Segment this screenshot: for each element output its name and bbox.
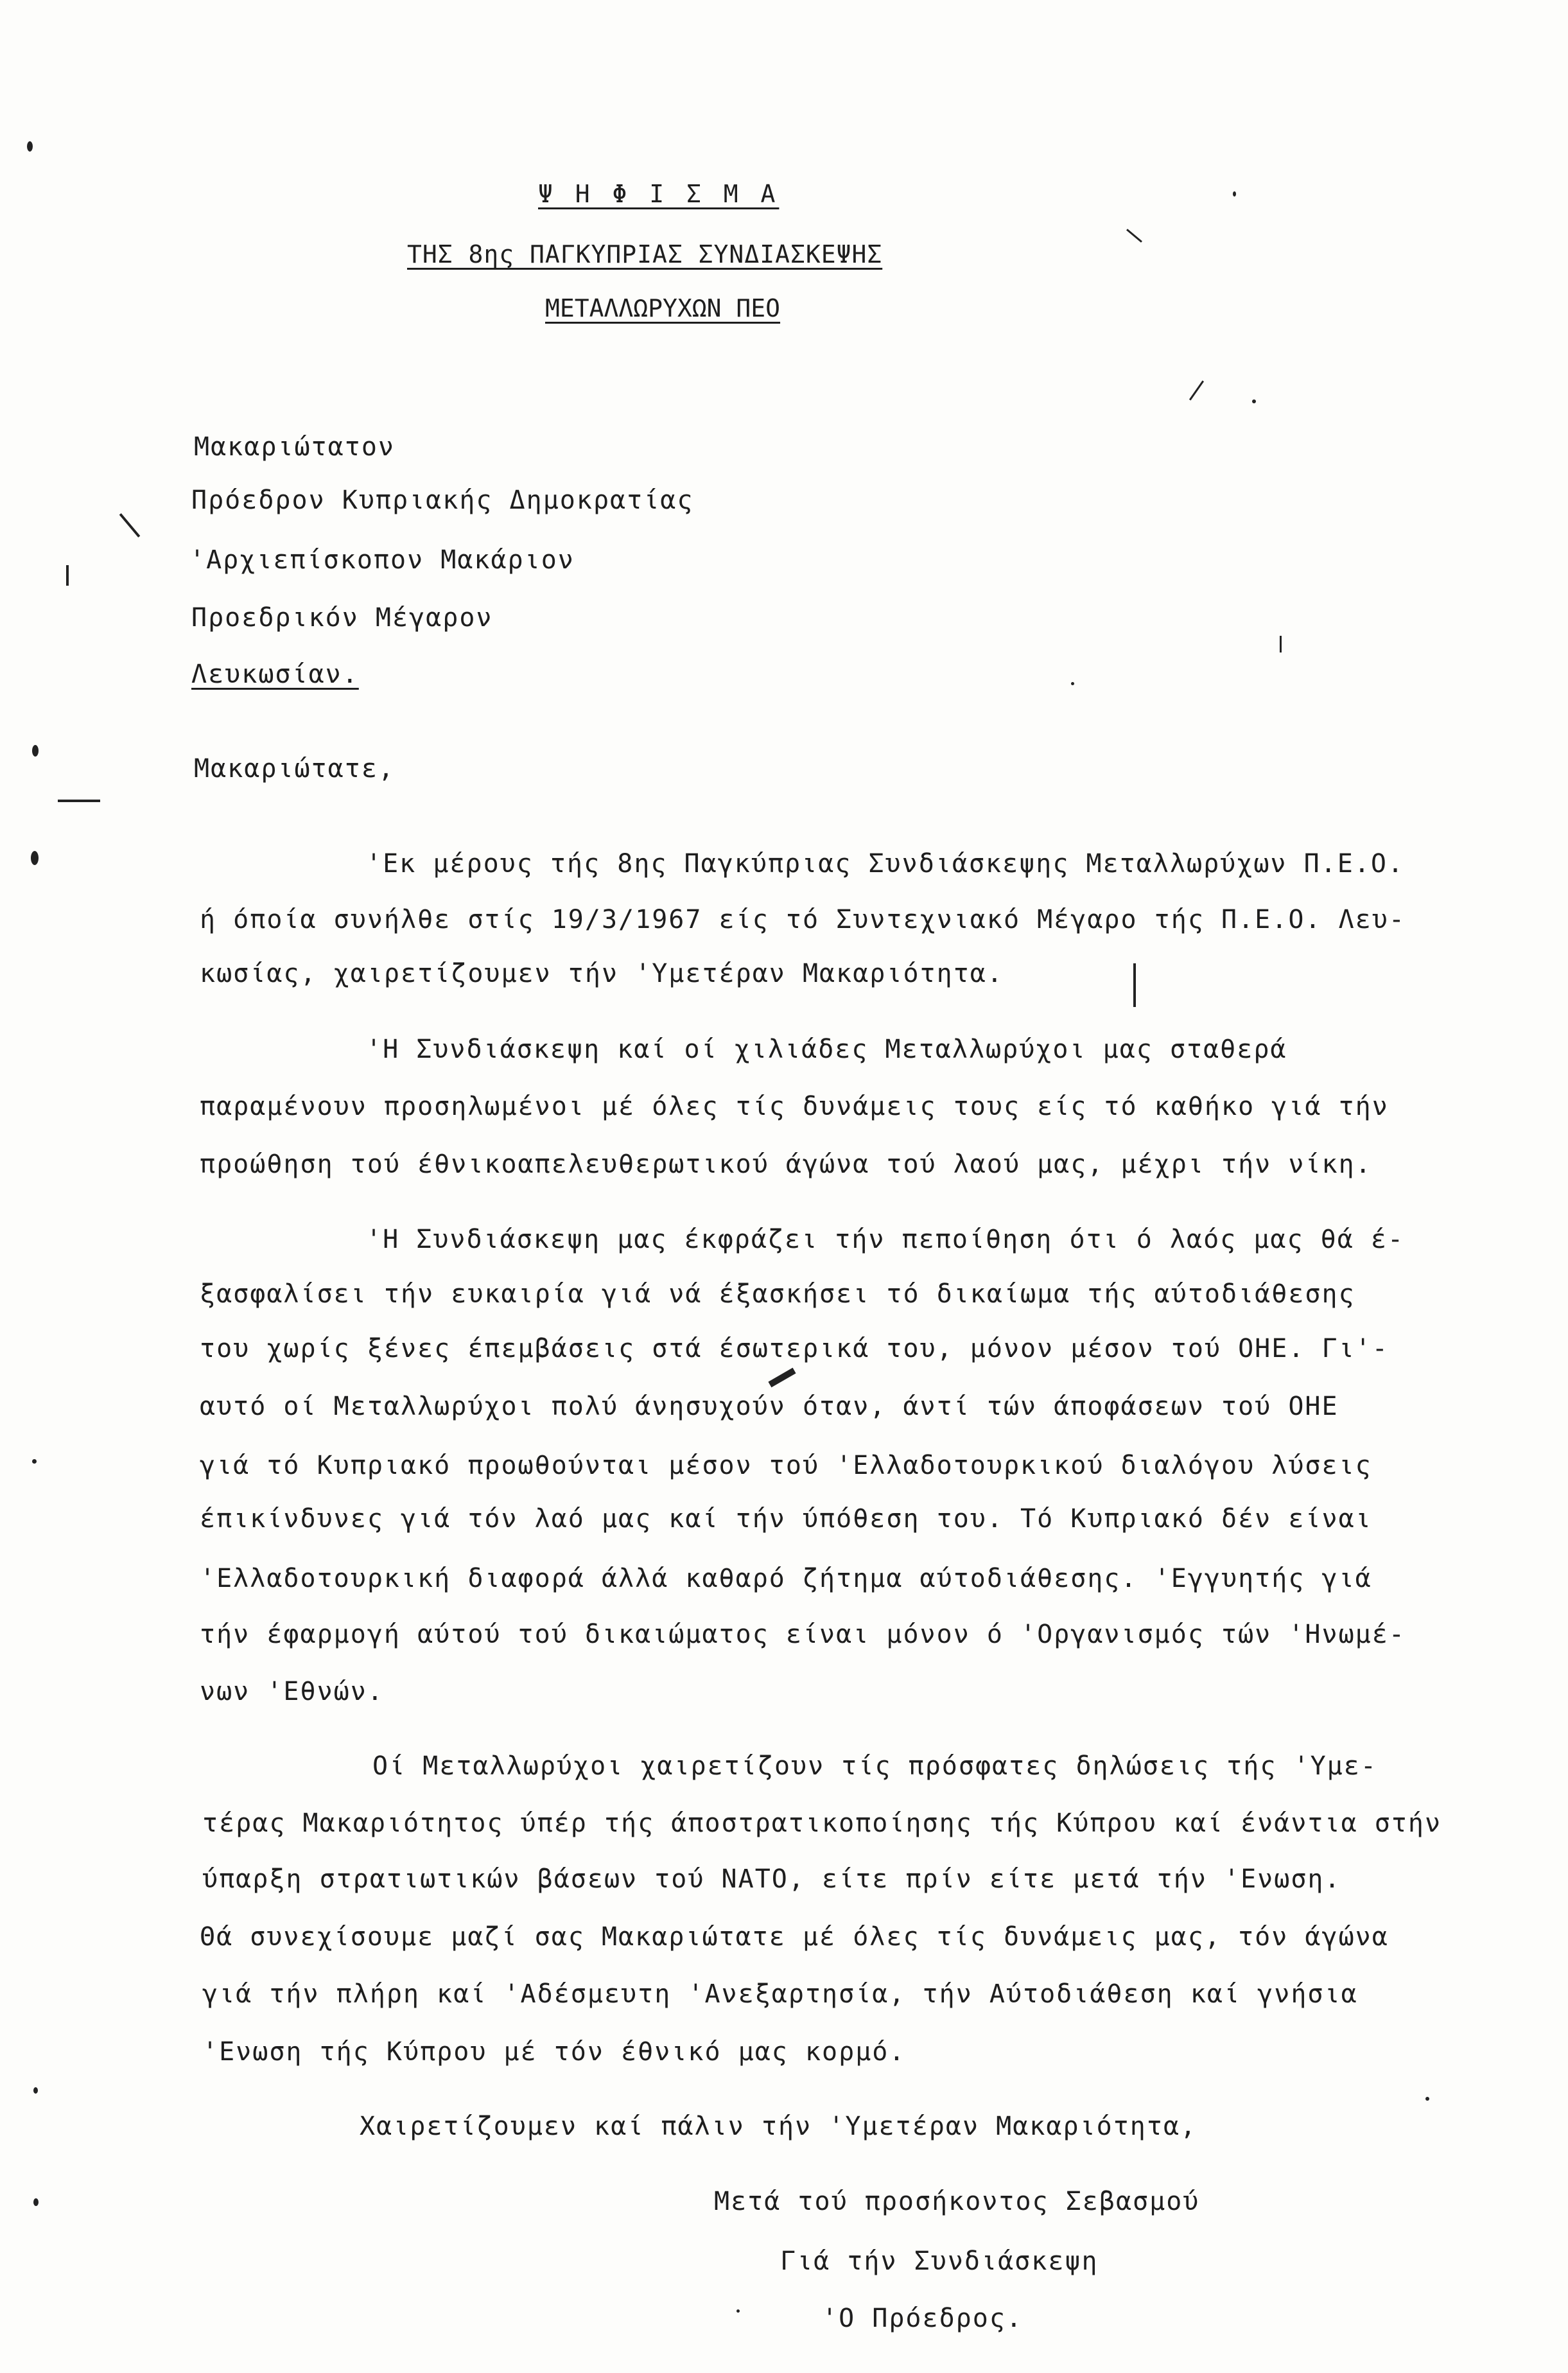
scan-speck — [33, 2198, 39, 2206]
resolution-title: Ψ Η Φ Ι Σ Μ Α — [538, 180, 780, 208]
address-line: 'Αρχιεπίσκοπον Μακάριον — [189, 545, 575, 575]
paragraph-1-line: 'Εκ μέρους τής 8ης Παγκύπριας Συνδιάσκεψης Μεταλλωρύχων Π.Ε.Ο. — [366, 849, 1405, 879]
scan-speck — [1071, 682, 1074, 685]
address-line: Προεδρικόν Μέγαρον — [191, 603, 493, 633]
address-line: Μακαριώτατον — [194, 432, 395, 462]
scan-mark — [1280, 636, 1282, 652]
scan-speck — [31, 851, 39, 865]
closing-line: Χαιρετίζουμεν καί πάλιν τήν 'Υμετέραν Μακαριότητα, — [360, 2112, 1198, 2141]
paragraph-4-line: ύπαρξη στρατιωτικών βάσεων τού ΝΑΤΟ, είτε πρίν είτε μετά τήν 'Ενωση. — [202, 1864, 1341, 1894]
scan-speck — [1233, 191, 1236, 197]
scan-speck — [32, 745, 39, 757]
resolution-subtitle: ΤΗΣ 8ης ΠΑΓΚΥΠΡΙΑΣ ΣΥΝΔΙΑΣΚΕΨΗΣ — [407, 240, 883, 268]
scan-mark — [119, 513, 141, 538]
paragraph-1-line: κωσίας, χαιρετίζουμεν τήν 'Υμετέραν Μακαριότητα. — [200, 959, 1004, 988]
resolution-subtitle-2: ΜΕΤΑΛΛΩΡΥΧΩΝ ΠΕΟ — [545, 294, 781, 322]
paragraph-3-line: του χωρίς ξένες έπεμβάσεις στά έσωτερικά του, μόνον μέσον τού ΟΗΕ. Γι'- — [200, 1334, 1389, 1363]
scan-speck — [27, 141, 33, 152]
paragraph-4-line: τέρας Μακαριότητος ύπέρ τής άποστρατικοποίησης τής Κύπρου καί ένάντια στήν — [202, 1808, 1442, 1838]
paragraph-3-line: έπικίνδυνες γιά τόν λαό μας καί τήν ύπόθεση του. Τό Κυπριακό δέν είναι — [200, 1504, 1372, 1534]
scan-mark — [66, 565, 69, 586]
paragraph-3-line: τήν έφαρμογή αύτού τού δικαιώματος είναι μόνον ό 'Οργανισμός τών 'Ηνωμέ- — [200, 1620, 1406, 1649]
paragraph-3-line: αυτό οί Μεταλλωρύχοι πολύ άνησυχούν όταν, άντί τών άποφάσεων τού ΟΗΕ — [200, 1392, 1339, 1421]
signature-line: Μετά τού προσήκοντος Σεβασμού — [714, 2187, 1200, 2216]
paragraph-4-line: 'Ενωση τής Κύπρου μέ τόν έθνικό μας κορμό. — [202, 2037, 906, 2067]
paragraph-2-line: 'Η Συνδιάσκεψη καί οί χιλιάδες Μεταλλωρύχοι μας σταθερά — [366, 1035, 1287, 1064]
scan-speck — [1425, 2097, 1429, 2101]
paragraph-3-line: 'Η Συνδιάσκεψη μας έκφράζει τήν πεποίθηση ότι ό λαός μας θά έ- — [366, 1225, 1405, 1254]
scan-mark — [768, 1368, 796, 1388]
paragraph-3-line: ξασφαλίσει τήν ευκαιρία γιά νά έξασκήσει τό δικαίωμα τής αύτοδιάθεσης — [200, 1279, 1355, 1309]
paragraph-3-line: γιά τό Κυπριακό προωθούνται μέσον τού 'Ελλαδοτουρκικού διαλόγου λύσεις — [200, 1451, 1372, 1480]
paragraph-4-line: Θά συνεχίσουμε μαζί σας Μακαριώτατε μέ όλες τίς δυνάμεις μας, τόν άγώνα — [200, 1922, 1389, 1952]
scan-mark — [1189, 380, 1204, 400]
address-line: Πρόεδρον Κυπριακής Δημοκρατίας — [191, 486, 694, 515]
scan-speck — [32, 1459, 37, 1464]
scan-mark — [58, 800, 100, 802]
scan-mark — [1126, 229, 1142, 243]
signature-line: Γιά τήν Συνδιάσκεψη — [780, 2246, 1099, 2276]
salutation: Μακαριώτατε, — [194, 754, 395, 784]
paragraph-4-line: Οί Μεταλλωρύχοι χαιρετίζουν τίς πρόσφατες δηλώσεις τής 'Υμε- — [372, 1751, 1377, 1781]
address-city: Λευκωσίαν. — [191, 660, 359, 689]
scan-speck — [1252, 399, 1256, 403]
paragraph-2-line: παραμένουν προσηλωμένοι μέ όλες τίς δυνάμεις τους είς τό καθήκο γιά τήν — [200, 1092, 1389, 1121]
paragraph-3-line: νων 'Εθνών. — [200, 1677, 384, 1706]
signature-line: 'Ο Πρόεδρος. — [822, 2304, 1023, 2333]
scan-speck — [736, 2309, 740, 2313]
paragraph-3-line: 'Ελλαδοτουρκική διαφορά άλλά καθαρό ζήτημα αύτοδιάθεσης. 'Εγγυητής γιά — [200, 1564, 1372, 1593]
paragraph-4-line: γιά τήν πλήρη καί 'Αδέσμευτη 'Ανεξαρτησία, τήν Αύτοδιάθεση καί γνήσια — [202, 1979, 1358, 2009]
scan-mark — [1133, 963, 1136, 1007]
paragraph-1-line: ή όποία συνήλθε στίς 19/3/1967 είς τό Συντεχνιακό Μέγαρο τής Π.Ε.Ο. Λευ- — [200, 905, 1406, 934]
scan-speck — [33, 2087, 38, 2094]
paragraph-2-line: προώθηση τού έθνικοαπελευθερωτικού άγώνα τού λαού μας, μέχρι τήν νίκη. — [200, 1150, 1372, 1179]
